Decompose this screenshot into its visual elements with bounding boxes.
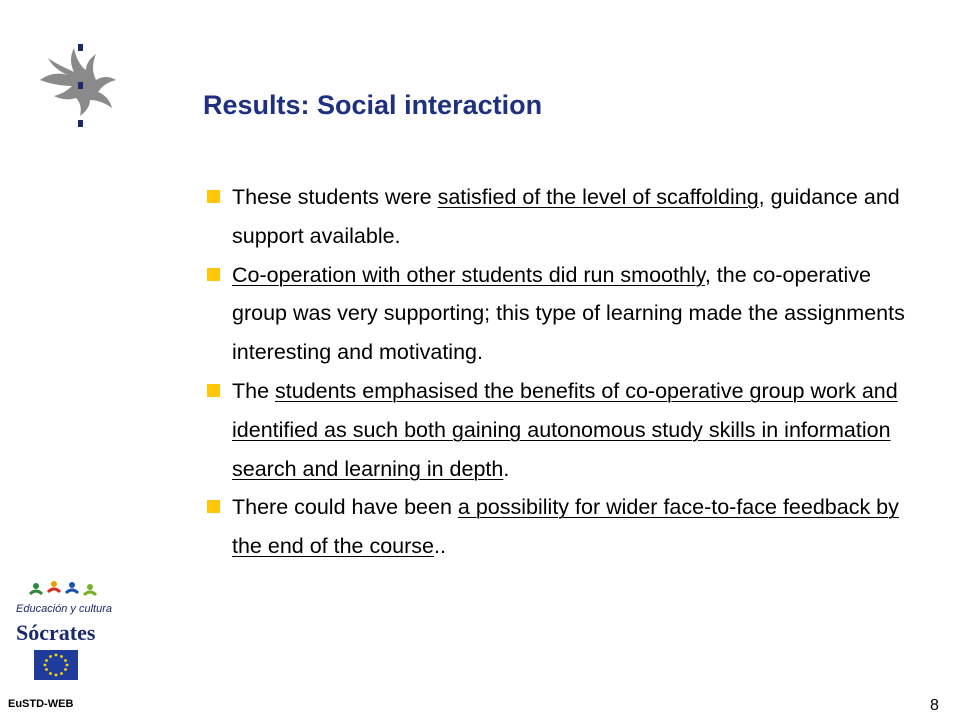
bullet-item — [205, 372, 925, 488]
bullet-item — [205, 178, 925, 256]
footer-label: EuSTD-WEB — [8, 698, 74, 710]
bullet-square-icon — [207, 190, 220, 203]
bullet-item — [205, 488, 925, 566]
bullet-square-icon — [207, 500, 220, 513]
page-number: 8 — [930, 697, 939, 714]
socrates-logo — [10, 578, 125, 684]
bullet-text: There could have been a possibility for wider face-to-face feedback by the end of the course.. — [232, 495, 899, 559]
bullet-square-icon — [207, 384, 220, 397]
eu-flag-icon — [34, 650, 78, 680]
bullet-text: Co-operation with other students did run smoothly, the co-operative group was very supporting; this type of learning made the assignments interesting and motivating. — [232, 262, 905, 365]
bullet-text: These students were satisfied of the level of scaffolding, guidance and support available. — [232, 185, 900, 248]
bullet-square-icon — [207, 268, 220, 281]
slide-title: Results: Social interaction — [203, 90, 543, 120]
socrates-wordmark: Sócrates — [16, 620, 96, 645]
bullet-list — [205, 178, 925, 566]
socrates-figures-icon — [30, 581, 96, 595]
socrates-subtitle: Educación y cultura — [16, 603, 112, 615]
bullet-item — [205, 256, 925, 372]
bullet-text: The students emphasised the benefits of co-operative group work and identified as such both gaining autonomous study skills in information search and learning in depth. — [232, 378, 898, 481]
university-logo — [34, 42, 118, 128]
